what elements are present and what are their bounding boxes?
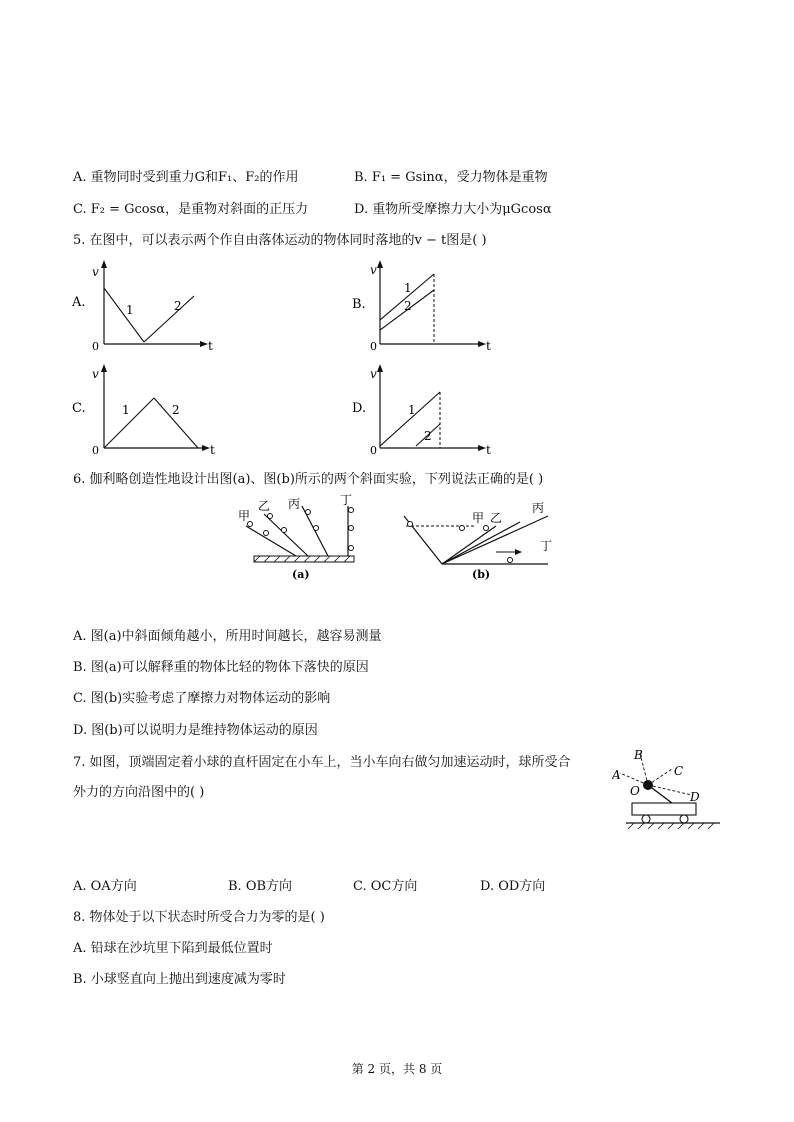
q6-figure-a <box>236 492 366 588</box>
svg-text:甲: 甲 <box>472 511 485 525</box>
svg-text:2: 2 <box>404 299 412 313</box>
svg-text:v: v <box>370 367 377 381</box>
q5-graph-a <box>70 258 230 362</box>
svg-text:1: 1 <box>122 403 130 417</box>
svg-text:0: 0 <box>370 444 377 457</box>
q5-a-line-2 <box>144 296 194 342</box>
svg-text:2: 2 <box>172 403 180 417</box>
svg-text:t: t <box>486 443 491 457</box>
svg-text:B: B <box>634 748 643 762</box>
q8-option-b: B. 小球竖直向上抛出到速度减为零时 <box>73 972 286 987</box>
svg-text:A: A <box>612 768 621 782</box>
q6-option-a: A. 图(a)中斜面倾角越小，所用时间越长，越容易测量 <box>73 629 382 644</box>
q4-option-b: B. F₁ = Gsinα，受力物体是重物 <box>354 170 548 185</box>
svg-text:D: D <box>690 790 700 804</box>
svg-text:B.: B. <box>352 297 366 312</box>
svg-text:v: v <box>92 367 99 381</box>
q8-stem: 8. 物体处于以下状态时所受合力为零的是( ) <box>73 910 325 925</box>
q7-option-d: D. OD方向 <box>480 879 546 894</box>
svg-text:0: 0 <box>370 340 377 353</box>
svg-text:(a): (a) <box>292 568 310 581</box>
svg-text:乙: 乙 <box>490 511 503 525</box>
q8-option-a: A. 铅球在沙坑里下陷到最低位置时 <box>73 941 273 956</box>
svg-text:丙: 丙 <box>288 497 301 511</box>
svg-text:1: 1 <box>408 403 416 417</box>
q7-option-a: A. OA方向 <box>73 879 137 894</box>
q7-figure <box>612 745 724 839</box>
svg-text:v: v <box>370 263 377 277</box>
q6-option-c: C. 图(b)实验考虑了摩擦力对物体运动的影响 <box>73 691 331 706</box>
q4-option-d: D. 重物所受摩擦力大小为μGcosα <box>354 202 552 217</box>
svg-text:1: 1 <box>126 303 134 317</box>
q5-graph-c <box>70 362 230 466</box>
q6-option-b: B. 图(a)可以解释重的物体比轻的物体下落快的原因 <box>73 660 369 675</box>
q7-option-b: B. OB方向 <box>228 879 293 894</box>
svg-text:1: 1 <box>404 281 412 295</box>
q7-option-c: C. OC方向 <box>353 879 418 894</box>
page-footer: 第 2 页，共 8 页 <box>351 1062 443 1076</box>
svg-text:C: C <box>674 764 684 778</box>
svg-text:丁: 丁 <box>340 493 353 507</box>
svg-text:0: 0 <box>92 340 99 353</box>
q7-stem-line1: 7. 如图，顶端固定着小球的直杆固定在小车上，当小车向右做匀加速运动时，球所受合 <box>73 755 571 770</box>
svg-text:2: 2 <box>424 429 432 443</box>
q7-stem-line2: 外力的方向沿图中的( ) <box>73 785 205 800</box>
svg-text:O: O <box>630 784 640 798</box>
q5-stem: 5. 在图中，可以表示两个作自由落体运动的物体同时落地的v − t图是( ) <box>73 233 487 248</box>
q5-a-line-1 <box>104 288 144 342</box>
q4-option-c: C. F₂ = Gcosα，是重物对斜面的正压力 <box>73 202 309 217</box>
svg-text:丙: 丙 <box>532 501 545 515</box>
q5-graph-b <box>350 258 510 362</box>
svg-text:D.: D. <box>352 401 367 416</box>
svg-text:甲: 甲 <box>238 509 251 523</box>
svg-text:2: 2 <box>174 299 182 313</box>
q6-option-d: D. 图(b)可以说明力是维持物体运动的原因 <box>73 723 318 738</box>
q5-a-label: A. <box>72 295 86 310</box>
q4-option-a: A. 重物同时受到重力G和F₁、F₂的作用 <box>73 170 299 185</box>
svg-text:t: t <box>486 339 491 353</box>
svg-text:v: v <box>92 265 99 279</box>
svg-text:t: t <box>210 443 215 457</box>
svg-text:t: t <box>208 339 213 353</box>
q6-figure-b <box>400 494 560 588</box>
svg-text:C.: C. <box>72 401 86 416</box>
q5-graph-d <box>350 362 510 466</box>
svg-text:(b): (b) <box>472 568 491 581</box>
svg-text:0: 0 <box>92 444 99 457</box>
svg-text:乙: 乙 <box>258 499 271 513</box>
q6-stem: 6. 伽利略创造性地设计出图(a)、图(b)所示的两个斜面实验，下列说法正确的是( ) <box>73 472 544 487</box>
svg-text:丁: 丁 <box>540 539 553 553</box>
